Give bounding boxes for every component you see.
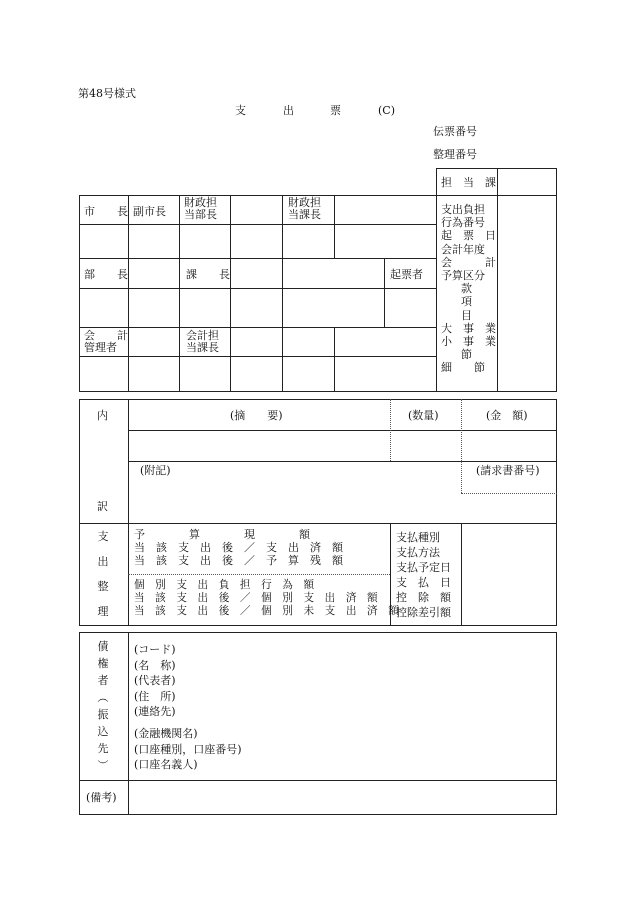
payment-row: 予 算 現 額 xyxy=(134,528,310,541)
ref-number-label: 整理番号 xyxy=(433,148,477,161)
payment-row: 当 該 支 出 後 ／ 予 算 残 額 xyxy=(134,554,343,568)
budget-label: 大 事 業 xyxy=(441,321,496,335)
budget-label: 小 事 業 xyxy=(441,335,496,349)
creditor-bank-lines xyxy=(134,726,242,773)
payment-right-label: 支 払 日 xyxy=(396,576,451,589)
payment-right-label: 支払予定日 xyxy=(396,561,451,574)
form-number: 第48号様式 xyxy=(78,87,136,100)
budget-label: 目 xyxy=(461,308,472,322)
title-char-1: 支 xyxy=(235,104,246,117)
creditor-line: (口座種別，口座番号) xyxy=(134,742,242,756)
finance-section-chief-label: 財政担 当課長 xyxy=(288,196,321,221)
mayor-label: 市 長 xyxy=(84,205,128,218)
creditor-line: (金融機関名) xyxy=(134,727,198,740)
payment-right-label: 控除差引額 xyxy=(396,606,451,619)
budget-label-list xyxy=(441,203,496,375)
payment-row: 個 別 支 出 負 担 行 為 額 xyxy=(134,579,315,591)
slip-number-label: 伝票番号 xyxy=(433,125,477,138)
details-side-bottom: 訳 xyxy=(97,500,108,513)
creditor-line: (代表者) xyxy=(134,674,176,688)
quantity-header: (数量) xyxy=(408,409,439,422)
finance-director-label: 財政担 当部長 xyxy=(184,196,217,221)
remarks-label: (備考) xyxy=(86,791,117,804)
accounting-section-chief-label: 会計担 当課長 xyxy=(186,329,219,354)
payment-row: 当 該 支 出 後 ／ 個 別 支 出 済 額 xyxy=(134,592,378,605)
tanto-ka-label: 担 当 課 xyxy=(441,176,496,189)
note-label: (附記) xyxy=(140,464,171,477)
details-side-top: 内 xyxy=(97,409,108,422)
payment-right-label: 支払方法 xyxy=(396,546,440,559)
budget-label: 款 xyxy=(461,282,472,296)
payment-rows-bottom xyxy=(134,579,399,619)
budget-label: 支出負担 xyxy=(441,203,485,216)
budget-label: 細 節 xyxy=(441,361,485,375)
creditor-line: (連絡先) xyxy=(134,705,176,719)
summary-header: (摘 要) xyxy=(230,409,283,422)
creditor-line: (名 称) xyxy=(134,658,176,672)
budget-label: 項 xyxy=(461,295,472,309)
budget-label: 起 票 日 xyxy=(441,229,496,243)
title-char-2: 出 xyxy=(283,104,294,117)
creditor-line: (住 所) xyxy=(134,689,176,703)
vice-mayor-label: 副市長 xyxy=(133,205,166,218)
creditor-line: (口座名義人) xyxy=(134,758,198,772)
creditor-lines xyxy=(134,642,176,720)
payment-side-label: 支 出 整 理 xyxy=(97,530,109,618)
amount-header: (金 額) xyxy=(486,409,528,422)
budget-label: 行為番号 xyxy=(441,216,485,230)
creditor-side-label: 債 権 者 ︵ 振 込 先 ︶ xyxy=(97,640,109,772)
payment-row: 当 該 支 出 後 ／ 支 出 済 額 xyxy=(134,541,343,555)
payment-row: 当 該 支 出 後 ／ 個 別 未 支 出 済 額 xyxy=(134,605,399,618)
creditor-line: (コード) xyxy=(134,643,176,656)
payment-right-labels xyxy=(396,530,451,620)
payment-rows-top xyxy=(134,528,343,568)
budget-label: 会計年度 xyxy=(441,242,485,256)
drafter-label: 起票者 xyxy=(390,268,423,281)
title-char-3: 票 xyxy=(330,104,341,117)
accounting-manager-label: 会 計 管理者 xyxy=(84,329,128,354)
invoice-number-label: (請求書番号) xyxy=(476,464,540,477)
section-chief-label: 課 長 xyxy=(186,268,230,281)
payment-right-label: 控 除 額 xyxy=(396,591,451,604)
budget-label: 節 xyxy=(461,348,472,362)
budget-label: 予算区分 xyxy=(441,269,485,283)
payment-right-label: 支払種別 xyxy=(396,531,440,544)
dept-head-label: 部 長 xyxy=(84,268,128,281)
budget-label: 会 計 xyxy=(441,255,496,269)
title-suffix: (C) xyxy=(378,104,395,117)
